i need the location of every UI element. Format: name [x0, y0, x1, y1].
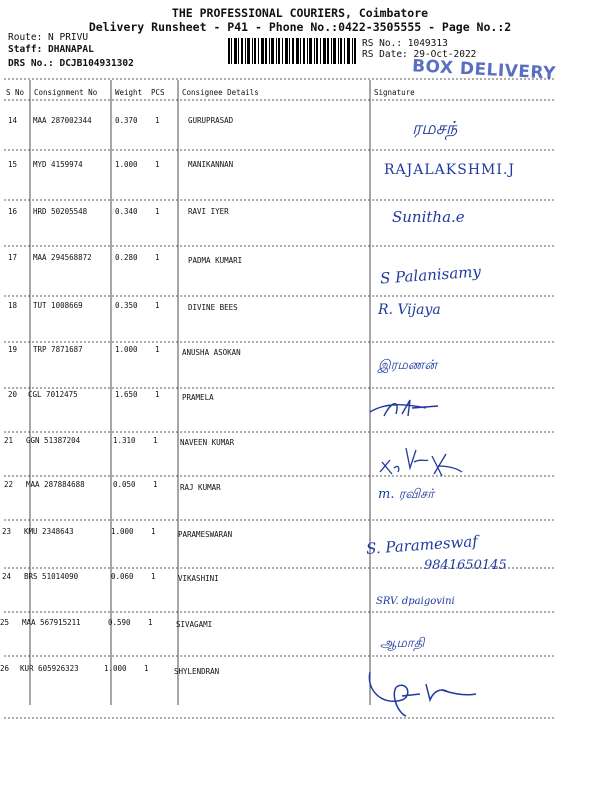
- signature-scribble-20: [366, 394, 446, 422]
- row-pcs: 1: [155, 390, 160, 399]
- row-weight: 0.280: [115, 253, 138, 262]
- phone-handwritten: 9841650145: [424, 558, 507, 573]
- row-pcs: 1: [155, 207, 160, 216]
- row-signature: R. Vijaya: [378, 302, 441, 318]
- row-pcs: 1: [151, 527, 156, 536]
- row-weight: 1.000: [111, 527, 134, 536]
- row-consignee: RAVI IYER: [188, 207, 229, 216]
- row-weight: 1.000: [104, 664, 127, 673]
- row-sno: 18: [8, 301, 18, 310]
- col-header-sno: S No: [6, 88, 25, 97]
- row-weight: 0.350: [115, 301, 138, 310]
- row-weight: 1.310: [113, 436, 136, 445]
- col-header-pcs: PCS: [151, 88, 165, 97]
- rs-date: RS Date: 29-Oct-2022: [362, 49, 477, 60]
- row-signature: SRV. dpaigovini: [376, 596, 455, 607]
- row-consignee: SIVAGAMI: [176, 620, 213, 629]
- row-consignment: BRS 51014090: [24, 572, 79, 581]
- row-sno: 23: [2, 527, 12, 536]
- row-pcs: 1: [155, 253, 160, 262]
- row-pcs: 1: [151, 572, 156, 581]
- row-consignment: HRD 50205548: [33, 207, 88, 216]
- route-label: Route: N PRIVU: [8, 32, 89, 43]
- runsheet-title: Delivery Runsheet - P41 - Phone No.:0422-3505555 - Page No.:2: [88, 20, 512, 34]
- row-signature: RAJALAKSHMI.J: [384, 162, 515, 178]
- row-weight: 0.050: [113, 480, 136, 489]
- row-weight: 0.340: [115, 207, 138, 216]
- row-consignee: PRAMELA: [182, 393, 214, 402]
- row-weight: 0.590: [108, 618, 131, 627]
- row-signature: இரமணன்: [378, 358, 437, 373]
- row-weight: 1.000: [115, 160, 138, 169]
- row-pcs: 1: [155, 301, 160, 310]
- signature-scribble-21: [376, 438, 466, 480]
- row-sno: 20: [8, 390, 18, 399]
- row-consignment: GGN 51387204: [26, 436, 81, 445]
- row-signature: ஆமாதி: [380, 636, 425, 651]
- row-pcs: 1: [155, 160, 160, 169]
- row-pcs: 1: [155, 116, 160, 125]
- row-signature: S Palanisamy: [379, 262, 482, 288]
- row-pcs: 1: [153, 480, 158, 489]
- row-consignment: MAA 294568872: [33, 253, 92, 262]
- company-title: THE PROFESSIONAL COURIERS, Coimbatore: [171, 6, 429, 20]
- rs-number: RS No.: 1049313: [362, 38, 448, 49]
- row-sno: 24: [2, 572, 12, 581]
- col-header-consignment: Consignment No: [34, 88, 98, 97]
- row-sno: 25: [0, 618, 10, 627]
- row-consignment: KUR 605926323: [20, 664, 79, 673]
- row-sno: 19: [8, 345, 18, 354]
- row-consignment: MYD 4159974: [33, 160, 83, 169]
- row-signature: ரமசந்: [412, 118, 458, 139]
- row-consignment: MAA 287002344: [33, 116, 92, 125]
- row-pcs: 1: [155, 345, 160, 354]
- col-header-consignee: Consignee Details: [182, 88, 259, 97]
- drs-number: DRS No.: DCJB104931302: [8, 58, 134, 69]
- row-consignee: PADMA KUMARI: [188, 256, 243, 265]
- row-sno: 14: [8, 116, 18, 125]
- signature-scribble-26: [362, 660, 482, 720]
- box-delivery-stamp: BOX DELIVERY: [411, 56, 557, 84]
- col-header-weight: Weight: [115, 88, 143, 97]
- row-consignment: MAA 567915211: [22, 618, 81, 627]
- row-consignee: PARAMESWARAN: [178, 530, 233, 539]
- row-consignee: RAJ KUMAR: [180, 483, 221, 492]
- row-weight: 1.000: [115, 345, 138, 354]
- row-consignment: MAA 287884688: [26, 480, 85, 489]
- row-sno: 15: [8, 160, 18, 169]
- row-sno: 21: [4, 436, 14, 445]
- row-pcs: 1: [144, 664, 149, 673]
- row-signature: m. ரவிசர்: [378, 487, 435, 502]
- staff-label: Staff: DHANAPAL: [8, 44, 94, 55]
- row-sno: 22: [4, 480, 14, 489]
- row-weight: 1.650: [115, 390, 138, 399]
- row-consignee: GURUPRASAD: [188, 116, 234, 125]
- row-pcs: 1: [148, 618, 153, 627]
- row-sno: 17: [8, 253, 18, 262]
- row-sno: 16: [8, 207, 18, 216]
- row-consignee: ANUSHA ASOKAN: [182, 348, 241, 357]
- row-pcs: 1: [153, 436, 158, 445]
- row-consignment: CGL 7012475: [28, 390, 78, 399]
- row-weight: 0.370: [115, 116, 138, 125]
- row-consignment: TUT 1008669: [33, 301, 83, 310]
- row-consignee: MANIKANNAN: [188, 160, 234, 169]
- row-signature: S. Parameswaf: [365, 532, 479, 558]
- row-consignee: SHYLENDRAN: [174, 667, 220, 676]
- row-consignment: TRP 7871687: [33, 345, 83, 354]
- row-consignee: DIVINE BEES: [188, 303, 238, 312]
- col-header-signature: Signature: [374, 88, 415, 97]
- row-weight: 0.060: [111, 572, 134, 581]
- row-consignment: KMU 2348643: [24, 527, 74, 536]
- row-consignee: VIKASHINI: [178, 574, 219, 583]
- row-consignee: NAVEEN KUMAR: [180, 438, 235, 447]
- row-sno: 26: [0, 664, 10, 673]
- row-signature: Sunitha.e: [392, 208, 465, 226]
